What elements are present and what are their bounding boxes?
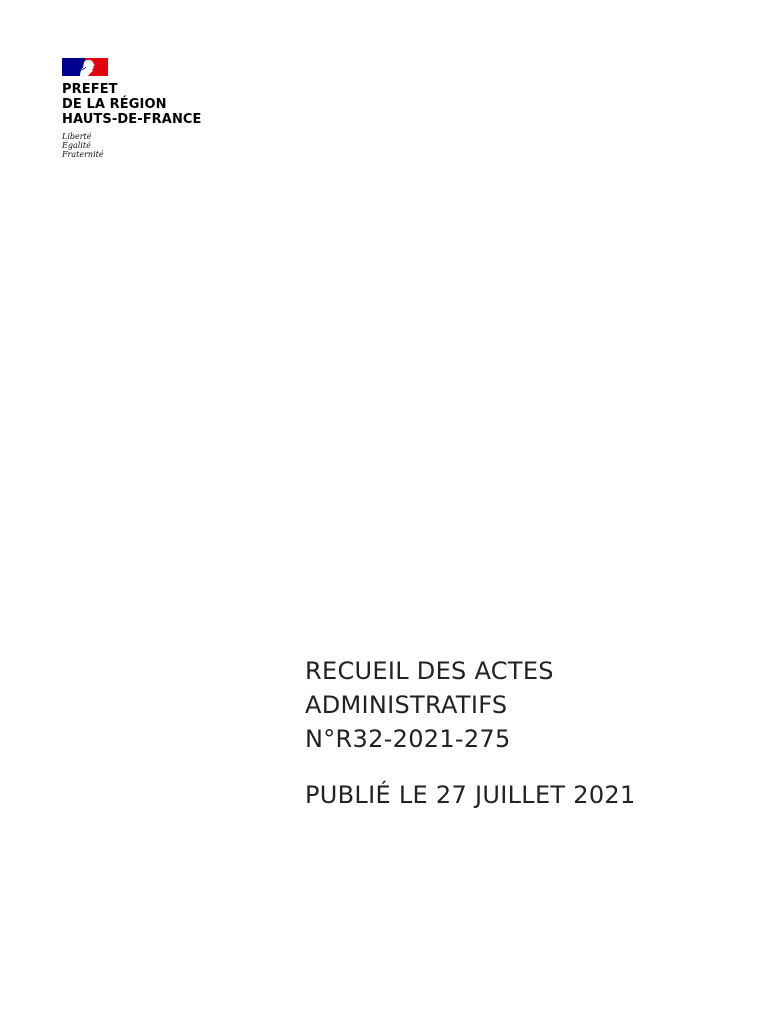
- header-logo-block: [62, 58, 302, 159]
- issuer-line-1: PREFET: [62, 82, 118, 97]
- title-line-2: ADMINISTRATIFS: [305, 691, 508, 719]
- document-title-block: [305, 654, 745, 812]
- issuer-line-2: DE LA RÉGION: [62, 97, 167, 112]
- title-line-1: RECUEIL DES ACTES: [305, 657, 554, 685]
- document-number: N°R32-2021-275: [305, 725, 511, 753]
- motto-fraternite: Fraternité: [62, 150, 104, 159]
- publication-date: PUBLIÉ LE 27 JUILLET 2021: [305, 781, 636, 809]
- motto-liberte: Liberté: [62, 132, 92, 141]
- motto-egalite: Égalité: [62, 141, 91, 150]
- issuer-name: [62, 82, 302, 127]
- republic-motto: [62, 132, 302, 159]
- issuer-line-3: HAUTS-DE-FRANCE: [62, 112, 202, 127]
- marianne-republic-logo-icon: [62, 58, 108, 76]
